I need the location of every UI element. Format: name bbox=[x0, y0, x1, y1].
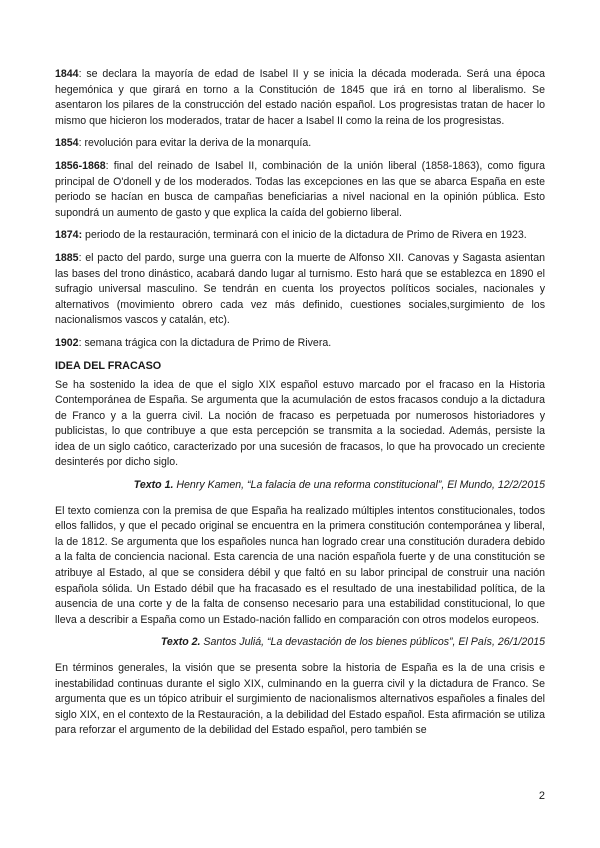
year-label: 1856-1868 bbox=[55, 159, 106, 172]
year-label: 1885 bbox=[55, 251, 79, 264]
text1-citation bbox=[55, 478, 545, 494]
chronology-entry-1844 bbox=[55, 67, 545, 129]
section-title: IDEA DEL FRACASO bbox=[55, 359, 162, 372]
chronology-entry-1874 bbox=[55, 228, 545, 244]
chronology-entry-1902 bbox=[55, 336, 545, 352]
text1-label: Texto 1. bbox=[133, 479, 174, 492]
entry-text: : final del reinado de Isabel II, combinación de la unión liberal (1858-1863), como figura principal de O'donell y de los moderados. Todas las excepciones en las que se abarca España en este periodo se hacían en busca de campañas beneficiarias a nivel nacional en la opinión pública. Esto supondrá un aumento de gasto y que explica la caída del gobierno liberal. bbox=[55, 159, 545, 219]
text1-body: El texto comienza con la premisa de que España ha realizado múltiples intentos constitucionales, todos ellos fallidos, y que el pecado original se encuentra en la primera constitución contemporánea y liberal, la de 1812. Se argumenta que los españoles nunca han logrado crear una constitución duradera debido a la falta de conciencia nacional. Esta carencia de una nación española fuerte y de una constitución se atribuye al Estado, al que se considera débil y que faltó en su labor principal de construir una nación española sólida. Un Estado débil que ha fracasado es el resultado de una inestabilidad política, de la ausencia de una corte y de la falta de consenso necesario para una estabilidad constitucional, lo que lleva a describir a España como un Estado-nación fallido en comparación con otros modelos europeos. bbox=[55, 504, 545, 626]
text2-body: En términos generales, la visión que se presenta sobre la historia de España es la de una crisis e inestabilidad continuas durante el siglo XIX, culminando en la guerra civil y la dictadura de Franco. Se argumenta que es un tópico atribuir el surgimiento de nacionalismos alternativos españoles a finales del siglo XIX, en el contexto de la Restauración, a la debilidad del Estado español. Esta afirmación se utiliza para reforzar el argumento de la debilidad del Estado español, pero también se bbox=[55, 662, 545, 737]
text2-source: Santos Juliá, “La devastación de los bienes públicos”, El País, 26/1/2015 bbox=[200, 636, 545, 649]
year-label: 1902 bbox=[55, 336, 79, 349]
year-label: 1854 bbox=[55, 137, 79, 150]
intro-paragraph: Se ha sostenido la idea de que el siglo XIX español estuvo marcado por el fracaso en la Historia Contemporánea de España. Se argumenta que la acumulación de estos fracasos condujo a la dictadura de Franco y a la guerra civil. La noción de fracaso es perpetuada por numerosos historiadores y publicistas, lo que contribuye a que esta percepción se transmita a la sociedad. Además, persiste la idea de un siglo caótico, caracterizado por una sucesión de fracasos, lo que ha provocado un creciente desinterés por dicho siglo. bbox=[55, 378, 545, 469]
year-label: 1874: bbox=[55, 229, 83, 242]
entry-text: : revolución para evitar la deriva de la monarquía. bbox=[78, 137, 312, 150]
chronology-entry-1885 bbox=[55, 251, 545, 329]
entry-text: : se declara la mayoría de edad de Isabel II y se inicia la década moderada. Será una época hegemónica y que girará en torno a la Constitución de 1845 que irá en torno al liberalismo. Se asentaron los pilares de la construcción del estado nación español. Los progresistas tratan de hacer lo mismo que hicieron los moderados, tratar de hacer a Isabel II como la reina de los progresistas. bbox=[55, 68, 545, 127]
entry-text: : semana trágica con la dictadura de Primo de Rivera. bbox=[78, 336, 332, 349]
document-page bbox=[55, 67, 545, 746]
chronology-entry-1854 bbox=[55, 136, 545, 152]
text1-source: Henry Kamen, “La falacia de una reforma constitucional”, El Mundo, 12/2/2015 bbox=[173, 479, 545, 492]
year-label: 1844 bbox=[55, 68, 79, 80]
entry-text: : el pacto del pardo, surge una guerra con la muerte de Alfonso XII. Canovas y Sagasta asientan las bases del trono dinástico, acabará dando lugar al turnismo. Esto hará que se establezca en 1890 el sufragio universal masculino. Se tendrán en cuenta los proyectos políticos sociales, nacionales y alternativos (movimiento obrero cada vez más definido, cuestiones sociales,surgimiento de los nacionalismos vascos y catalán, etc). bbox=[55, 251, 545, 327]
chronology-entry-1856-1868 bbox=[55, 159, 545, 221]
entry-text: periodo de la restauración, terminará con el inicio de la dictadura de Primo de Rivera en 1923. bbox=[82, 229, 527, 242]
text2-label: Texto 2. bbox=[160, 636, 201, 649]
text2-citation bbox=[55, 635, 545, 651]
page-number: 2 bbox=[538, 790, 545, 802]
